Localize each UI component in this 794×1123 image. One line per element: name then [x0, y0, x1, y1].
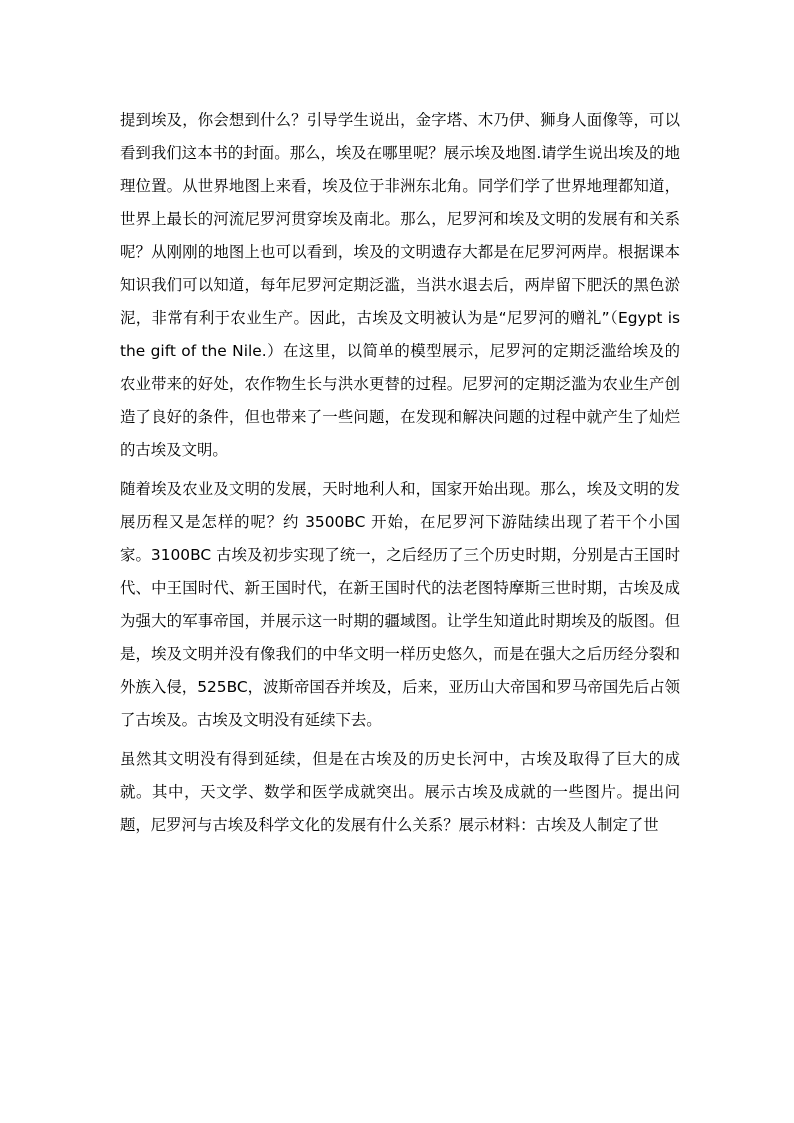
document-body	[120, 104, 680, 848]
paragraph-1: 提到埃及，你会想到什么？引导学生说出，金字塔、木乃伊、狮身人面像等，可以看到我们这本书的封面。那么，埃及在哪里呢？展示埃及地图.请学生说出埃及的地理位置。从世界地图上来看，埃及位于非洲东北角。同学们学了世界地理都知道，世界上最长的河流尼罗河贯穿埃及南北。那么，尼罗河和埃及文明的发展有和关系呢？从刚刚的地图上也可以看到，埃及的文明遗存大都是在尼罗河两岸。根据课本知识我们可以知道，每年尼罗河定期泛滥，当洪水退去后，两岸留下肥沃的黑色淤泥，非常有利于农业生产。因此，古埃及文明被认为是“尼罗河的赠礼”（Egypt is the gift of the Nile.）在这里，以简单的模型展示，尼罗河的定期泛滥给埃及的农业带来的好处，农作物生长与洪水更替的过程。尼罗河的定期泛滥为农业生产创造了良好的条件，但也带来了一些问题，在发现和解决问题的过程中就产生了灿烂的古埃及文明。	[120, 111, 680, 459]
paragraph-2: 随着埃及农业及文明的发展，天时地利人和，国家开始出现。那么，埃及文明的发展历程又是怎样的呢？约 3500BC 开始，在尼罗河下游陆续出现了若干个小国家。3100BC 古埃及初步实现了统一，之后经历了三个历史时期，分别是古王国时代、中王国时代、新王国时代，在新王国时代的法老图特摩斯三世时期，古埃及成为强大的军事帝国，并展示这一时期的疆域图。让学生知道此时期埃及的版图。但是，埃及文明并没有像我们的中华文明一样历史悠久，而是在强大之后历经分裂和外族入侵，525BC，波斯帝国吞并埃及，后来，亚历山大帝国和罗马帝国先后占领了古埃及。古埃及文明没有延续下去。	[120, 480, 680, 729]
paragraph-3: 虽然其文明没有得到延续，但是在古埃及的历史长河中，古埃及取得了巨大的成就。其中，天文学、数学和医学成就突出。展示古埃及成就的一些图片。提出问题，尼罗河与古埃及科学文化的发展有什么关系？展示材料：古埃及人制定了世	[120, 750, 680, 834]
